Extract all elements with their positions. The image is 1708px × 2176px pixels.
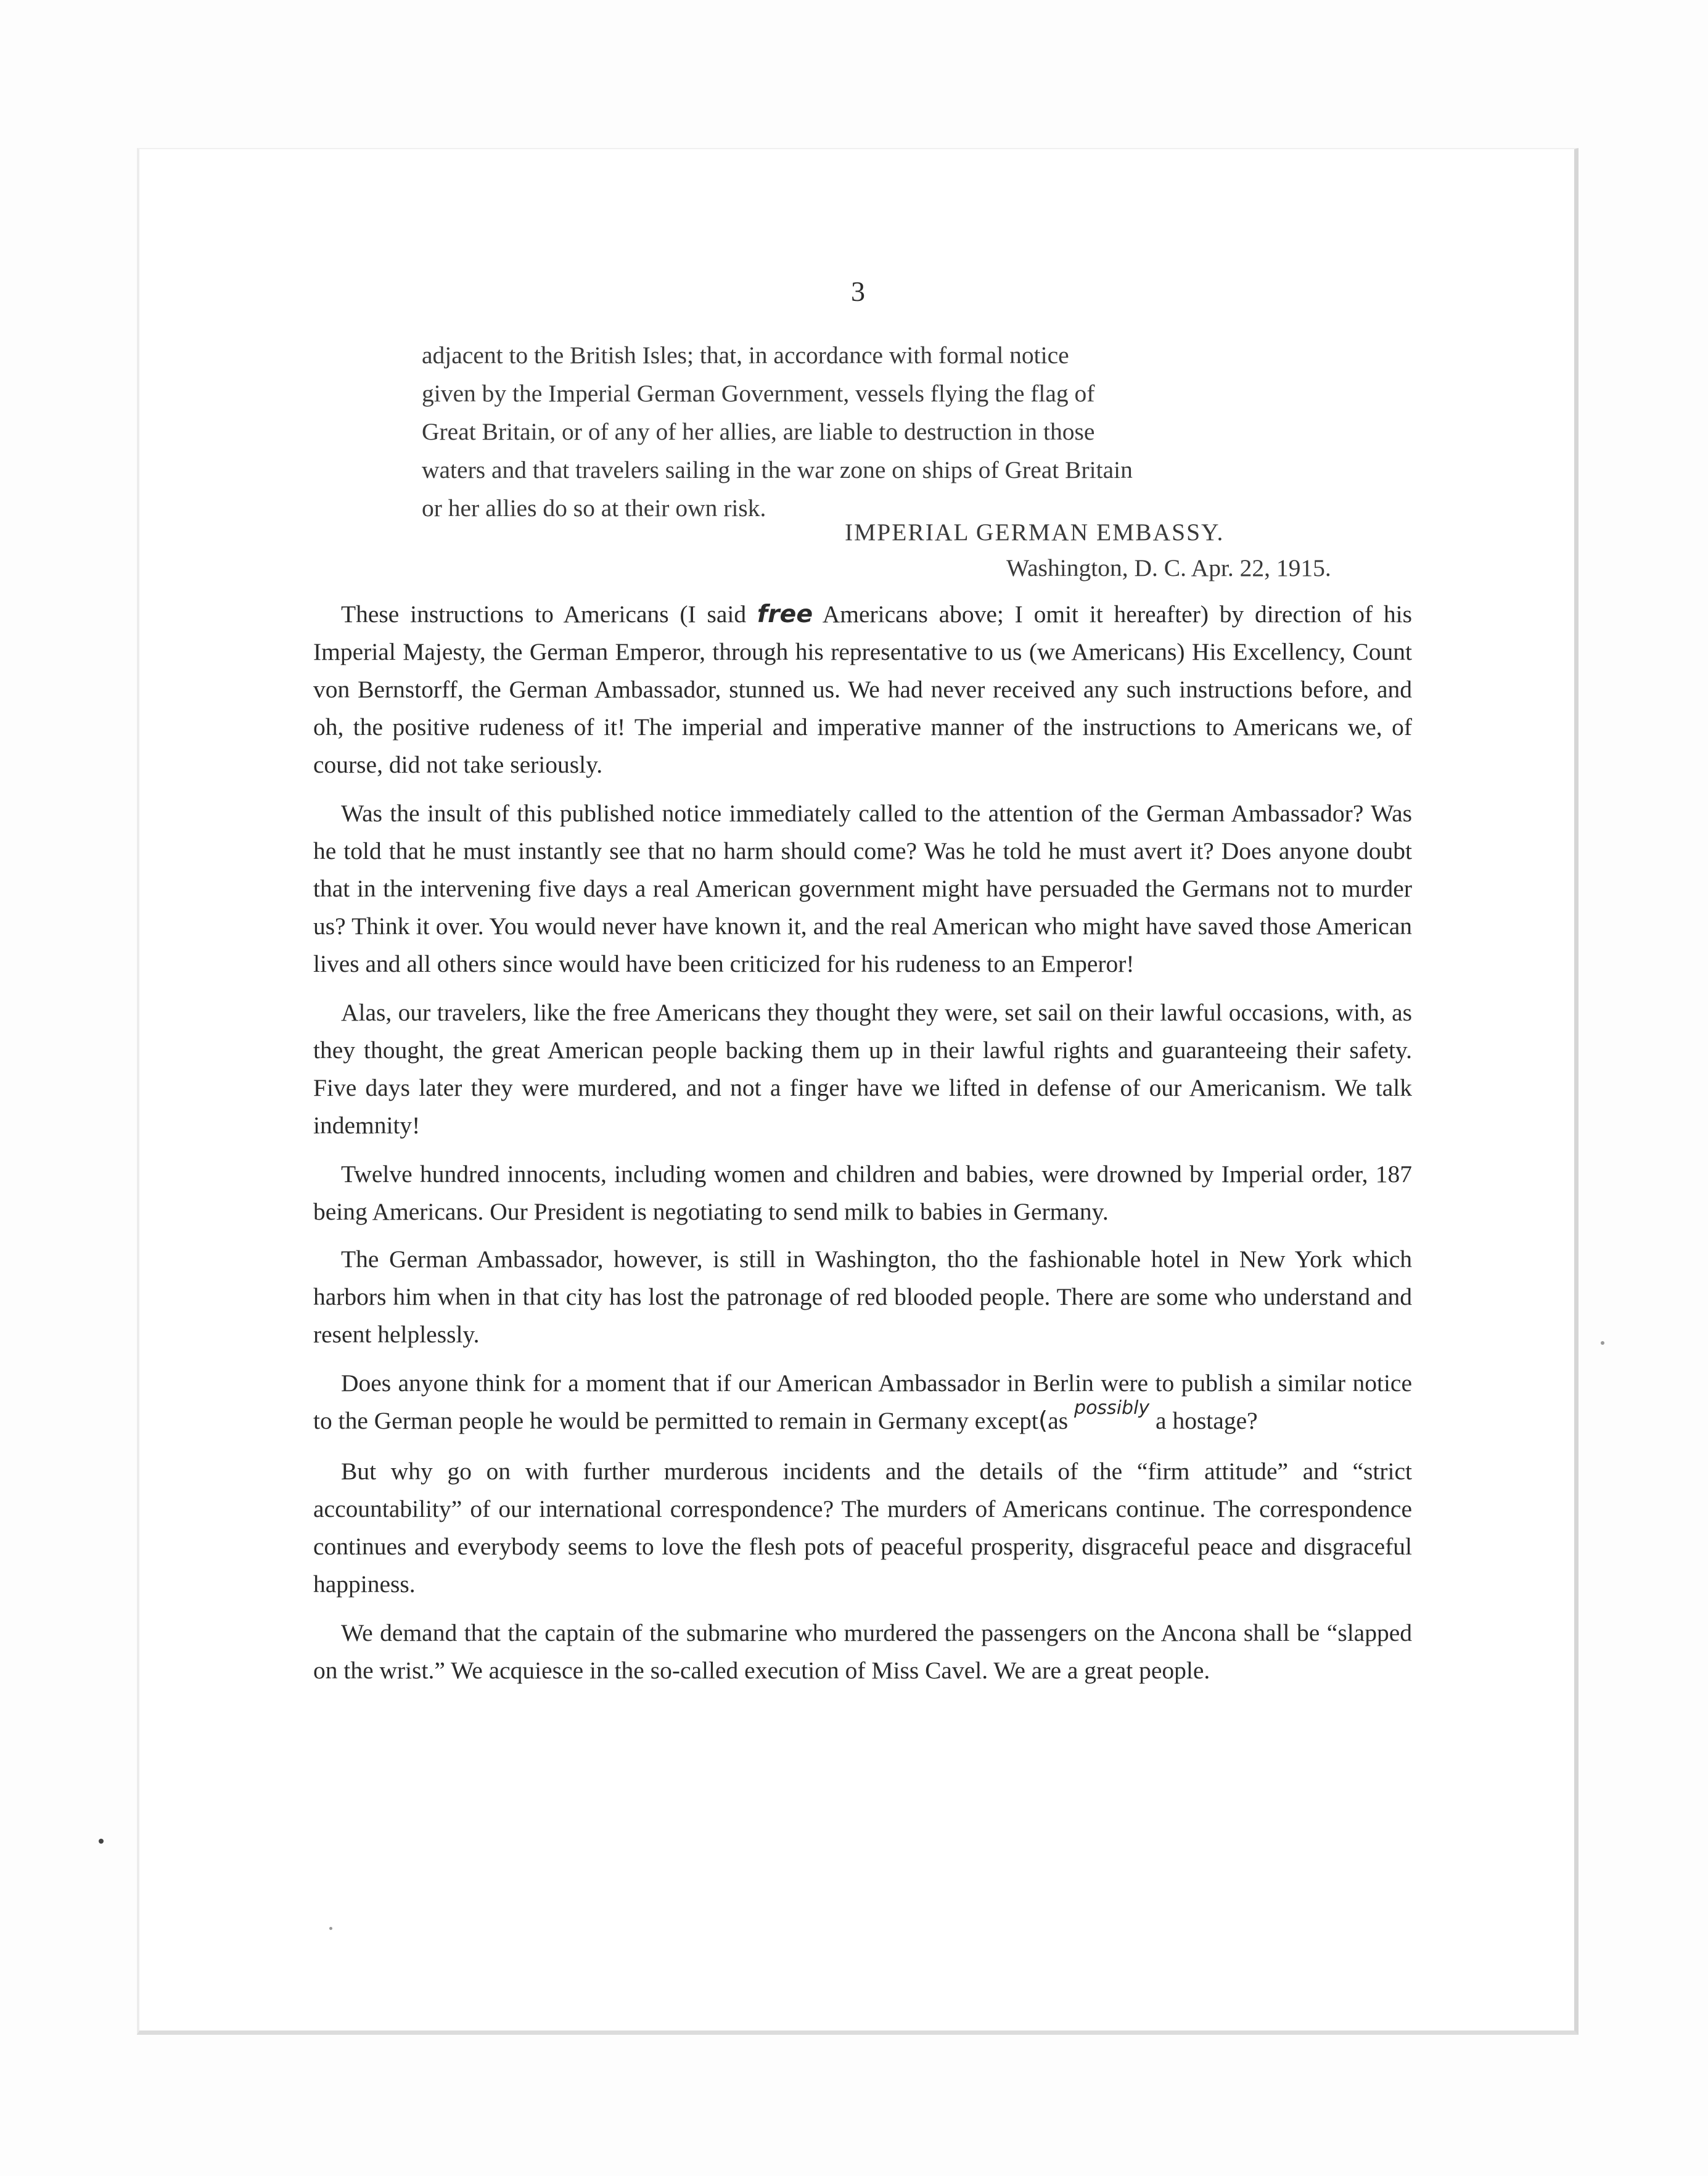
body-text (313, 596, 1412, 1701)
ink-speck (329, 1927, 332, 1930)
notice-signature: IMPERIAL GERMAN EMBASSY. (845, 519, 1225, 546)
paragraph-travelers: Alas, our travelers, like the free Americans they thought they were, set sail on their lawful occasions, with, as they thought, the great American people backing them up in their lawful rights and guaranteeing their safety. Five days later they were murdered, and not a finger have we lifted in defense of our Americanism. We talk indemnity! (313, 999, 1412, 1139)
paragraph-text: a hostage? (1156, 1407, 1258, 1434)
notice-line: Great Britain, or of any of her allies, are liable to destruction in those (422, 418, 1095, 445)
handwritten-insertion: possibly (1074, 1397, 1150, 1419)
paragraph-instructions (313, 596, 1412, 784)
paragraph-innocents: Twelve hundred innocents, including women and children and babies, were drowned by Imperial order, 187 being Americans. Our President is negotiating to send milk to babies in Germany. (313, 1160, 1412, 1225)
notice-line: waters and that travelers sailing in the war zone on ships of Great Britain (422, 456, 1133, 483)
paragraph-text: as (1048, 1407, 1069, 1434)
page-number: 3 (851, 276, 865, 307)
paragraph-text: Does anyone think for a moment that if our American Ambassador in Berlin were to publish a similar notice to the German people he would be permitted to remain in Germany except (313, 1369, 1412, 1434)
notice-line: or her allies do so at their own risk. (422, 495, 766, 522)
paragraph-ambassador: The German Ambassador, however, is still in Washington, tho the fashionable hotel in New York which harbors him when in that city has lost the patronage of red blooded people. There are some who understand and resent helplessly. (313, 1246, 1412, 1348)
notice-date: Washington, D. C. Apr. 22, 1915. (1006, 554, 1331, 581)
paragraph-text: Americans above; I omit it hereafter) by direction of his Imperial Majesty, the German Emperor, through his representative to us (we Americans) His Excellency, Count von Bernstorff, the German Ambassador, stunned us. We had never received any such instructions before, and oh, the positive rudeness of it! The imperial and imperative manner of the instructions to Americans we, of course, did not take seriously. (313, 601, 1413, 778)
paragraph-text: These instructions to Americans (I said (341, 601, 757, 628)
ink-speck (1601, 1341, 1604, 1345)
paragraph-berlin (313, 1365, 1412, 1442)
emphasized-word: free (757, 600, 813, 628)
notice-line: adjacent to the British Isles; that, in accordance with formal notice (422, 342, 1069, 369)
handwritten-bracket: ( (1038, 1406, 1048, 1435)
ink-speck (99, 1839, 104, 1844)
paragraph-ancona: We demand that the captain of the submarine who murdered the passengers on the Ancona shall be “slapped on the wrist.” We acquiesce in the so-called execution of Miss Cavel. We are a great people. (313, 1619, 1412, 1684)
notice-line: given by the Imperial German Government, vessels flying the flag of (422, 380, 1095, 407)
paragraph-insult: Was the insult of this published notice immediately called to the attention of the German Ambassador? Was he told that he must instantly see that no harm should come? Was he told he must avert it? Does anyone doubt that in the intervening five days a real American government might have persuaded the Germans not to murder us? Think it over. You would never have known it, and the real American who might have saved those American lives and all others since would have been criticized for his rudeness to an Emperor! (313, 800, 1412, 977)
quoted-notice (422, 336, 1300, 527)
paragraph-murders: But why go on with further murderous incidents and the details of the “firm attitude” and “strict accountability” of our international correspondence? The murders of Americans continue. The correspondence continues and everybody seems to love the flesh pots of peaceful prosperity, disgraceful peace and disgraceful happiness. (313, 1458, 1412, 1598)
